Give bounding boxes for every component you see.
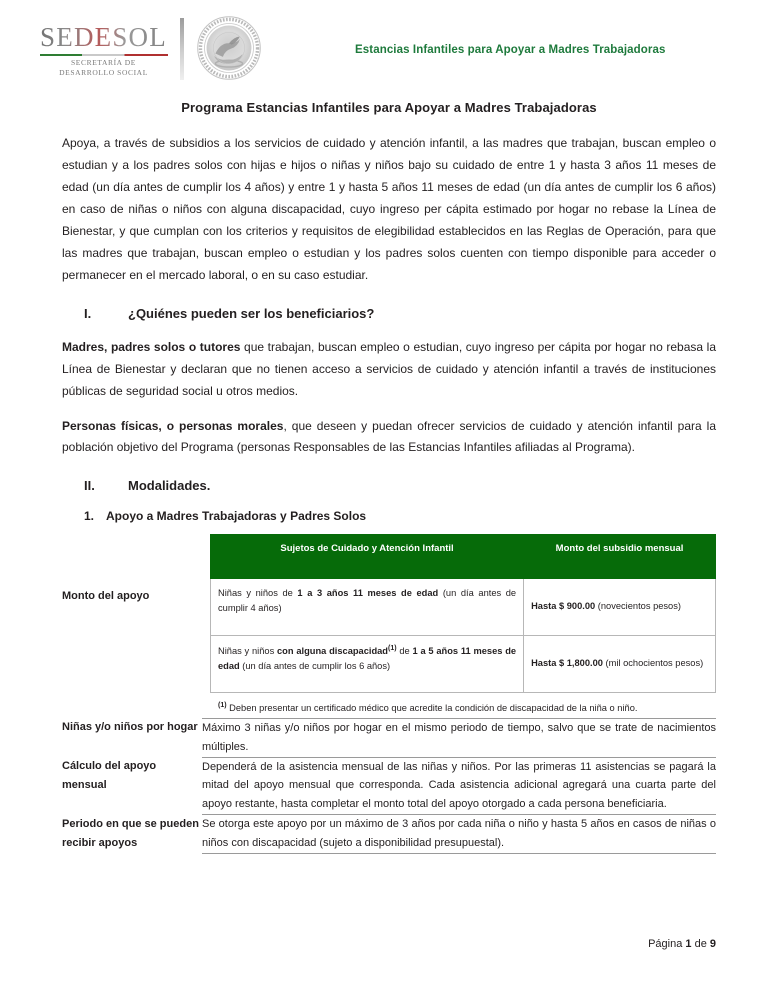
intro-paragraph: Apoya, a través de subsidios a los servicios de cuidado y atención infantil, a las madres que trabajan, buscan empleo o estudian y a los padres solos con hijas e hijos o niñas y niños bajo su cuidado de entre 1 y hasta 3 años 11 meses de edad (un día antes de cumplir los 4 años) y entre 1 y hasta 5 años 11 meses de edad (un día antes de cumplir los 6 años) en caso de niñas o niños con alguna discapacidad, cuyo ingreso per cápita estimado por hogar no rebase la Línea de Bienestar, y que cumplan con los criterios y requisitos de elegibilidad establecidos en las Reglas de Operación, para que las madres que trabajan, buscan empleo o estudian y los padres solos cuenten con tiempo disponible para acceder o permanecer en el mercado laboral, o en su caso estudiar. — [62, 136, 716, 282]
row-value-ninas-ninos-por-hogar: Máximo 3 niñas y/o niños por hogar en el mismo periodo de tiempo, salvo que se trate de nacimientos múltiples. — [202, 718, 716, 757]
section-i-numeral: I. — [84, 305, 92, 321]
beneficiaries-p1-lead: Madres, padres solos o tutores — [62, 339, 241, 354]
table-row — [62, 815, 716, 854]
subsidy-col-header-subjects: Sujetos de Cuidado y Atención Infantil — [211, 535, 524, 578]
beneficiaries-paragraph-1 — [62, 337, 716, 403]
section-ii-numeral: II. — [84, 478, 95, 494]
sedesol-wordmark: SEDESOL — [36, 24, 171, 51]
document-content — [0, 100, 768, 854]
subsidy-row-2-amount-value: Hasta $ 1,800.00 — [531, 658, 603, 669]
beneficiaries-p2-body: , que deseen y puedan ofrecer servicios de cuidado y atención infantil para la población objetivo del Programa (personas Responsables de las Estancias Infantiles afiliadas al Programa). — [62, 418, 716, 455]
subsidy-table-footnote — [210, 693, 716, 718]
beneficiaries-p2-lead: Personas físicas, o personas morales — [62, 418, 284, 433]
sedesol-subtitle-line1: SECRETARÍA DE — [71, 58, 136, 67]
subsidy-table-wrap — [202, 534, 716, 717]
subsidy-row-2-amount — [524, 635, 716, 692]
subsidy-row-2-disability: con alguna discapacidad — [277, 645, 388, 656]
subsidy-row-2-age-range: 1 a 5 años 11 meses de edad — [218, 645, 517, 671]
footer-page-number: 1 — [685, 938, 692, 950]
subsidy-row-2-text-b: de — [396, 645, 413, 656]
modality-item-1 — [62, 509, 716, 523]
subsidy-row-1-text-a: Niñas y niños de — [218, 587, 298, 598]
row-label-calculo-del-apoyo: Cálculo del apoyo mensual — [62, 760, 157, 791]
page-title: Programa Estancias Infantiles para Apoyar a Madres Trabajadoras — [181, 100, 597, 115]
subsidy-col-header-amount: Monto del subsidio mensual — [524, 535, 716, 578]
support-details-table — [62, 531, 716, 854]
subsidy-row-2-subject — [211, 635, 524, 692]
document-header — [0, 0, 768, 92]
section-i-label: ¿Quiénes pueden ser los beneficiarios? — [128, 305, 375, 321]
row-value-periodo-apoyos: Se otorga este apoyo por un máximo de 3 años por cada niña o niño y hasta 5 años en casos de niñas o niños con discapacidad (sujeto a disponibilidad presupuestal). — [202, 815, 716, 854]
header-program-title: Estancias Infantiles para Apoyar a Madres Trabajadoras — [355, 44, 666, 56]
subsidy-table — [210, 534, 716, 692]
subsidy-row-1-amount — [524, 578, 716, 635]
header-divider — [180, 18, 184, 80]
footnote-marker: (1) — [218, 701, 227, 709]
subsidy-row-2-text-a: Niñas y niños — [218, 645, 278, 656]
subsidy-table-row-2 — [211, 635, 716, 692]
tricolor-rule — [40, 54, 168, 56]
sedesol-subtitle-line2: DESARROLLO SOCIAL — [59, 68, 148, 78]
subsidy-row-1-age-range: 1 a 3 años 11 meses de edad — [297, 587, 439, 598]
footer-page-prefix: Página — [648, 938, 686, 950]
footer-page-middle: de — [691, 938, 710, 950]
row-value-calculo-del-apoyo: Dependerá de la asistencia mensual de las niñas y niños. Por las primeras 11 asistencias se pagará la mitad del apoyo mensual que corresponda. Cada asistencia adicional agregará una cuarta parte del apoyo restante, hasta completar el monto total del apoyo otorgado a cada persona beneficiaria. — [202, 757, 716, 815]
modality-item-1-label: Apoyo a Madres Trabajadoras y Padres Solos — [106, 509, 367, 524]
footer-page-total: 9 — [709, 938, 716, 950]
row-label-ninas-ninos-por-hogar: Niñas y/o niños por hogar — [62, 721, 198, 734]
subsidy-row-2-footnote-marker: (1) — [388, 644, 397, 652]
row-label-monto-del-apoyo: Monto del apoyo — [62, 590, 150, 603]
subsidy-row-1-text-b: (un día antes de cumplir 4 años) — [218, 587, 517, 613]
section-heading-i — [62, 306, 716, 321]
table-row — [62, 718, 716, 757]
subsidy-row-2-amount-words: (mil ochocientos pesos) — [602, 658, 704, 669]
subsidy-row-1-amount-words: (novecientos pesos) — [595, 601, 681, 612]
subsidy-table-row-1 — [211, 578, 716, 635]
sedesol-logo — [36, 24, 171, 78]
row-label-periodo-apoyos: Periodo en que se pueden recibir apoyos — [62, 817, 199, 849]
mexican-coat-of-arms-icon — [195, 14, 263, 82]
modality-item-1-number: 1. — [84, 509, 95, 524]
table-row — [62, 531, 716, 718]
subsidy-row-1-amount-value: Hasta $ 900.00 — [531, 601, 596, 612]
section-ii-label: Modalidades. — [128, 478, 211, 494]
subsidy-row-1-subject — [211, 578, 524, 635]
subsidy-table-header-row — [211, 535, 716, 578]
subsidy-row-2-text-c: (un día antes de cumplir los 6 años) — [239, 660, 391, 671]
section-heading-ii — [62, 478, 716, 493]
row-value-monto-del-apoyo — [202, 531, 716, 718]
page-footer — [0, 938, 716, 950]
footnote-text: Deben presentar un certificado médico que acredite la condición de discapacidad de la niña o niño. — [226, 702, 638, 713]
beneficiaries-paragraph-2 — [62, 416, 716, 460]
table-row — [62, 757, 716, 815]
beneficiaries-p1-body: que trabajan, buscan empleo o estudian, cuyo ingreso per cápita por hogar no rebasa la Línea de Bienestar y declaran que no tienen acceso a servicios de cuidado y atención infantil a través de instituciones públicas de seguridad social u otros medios. — [62, 339, 716, 398]
